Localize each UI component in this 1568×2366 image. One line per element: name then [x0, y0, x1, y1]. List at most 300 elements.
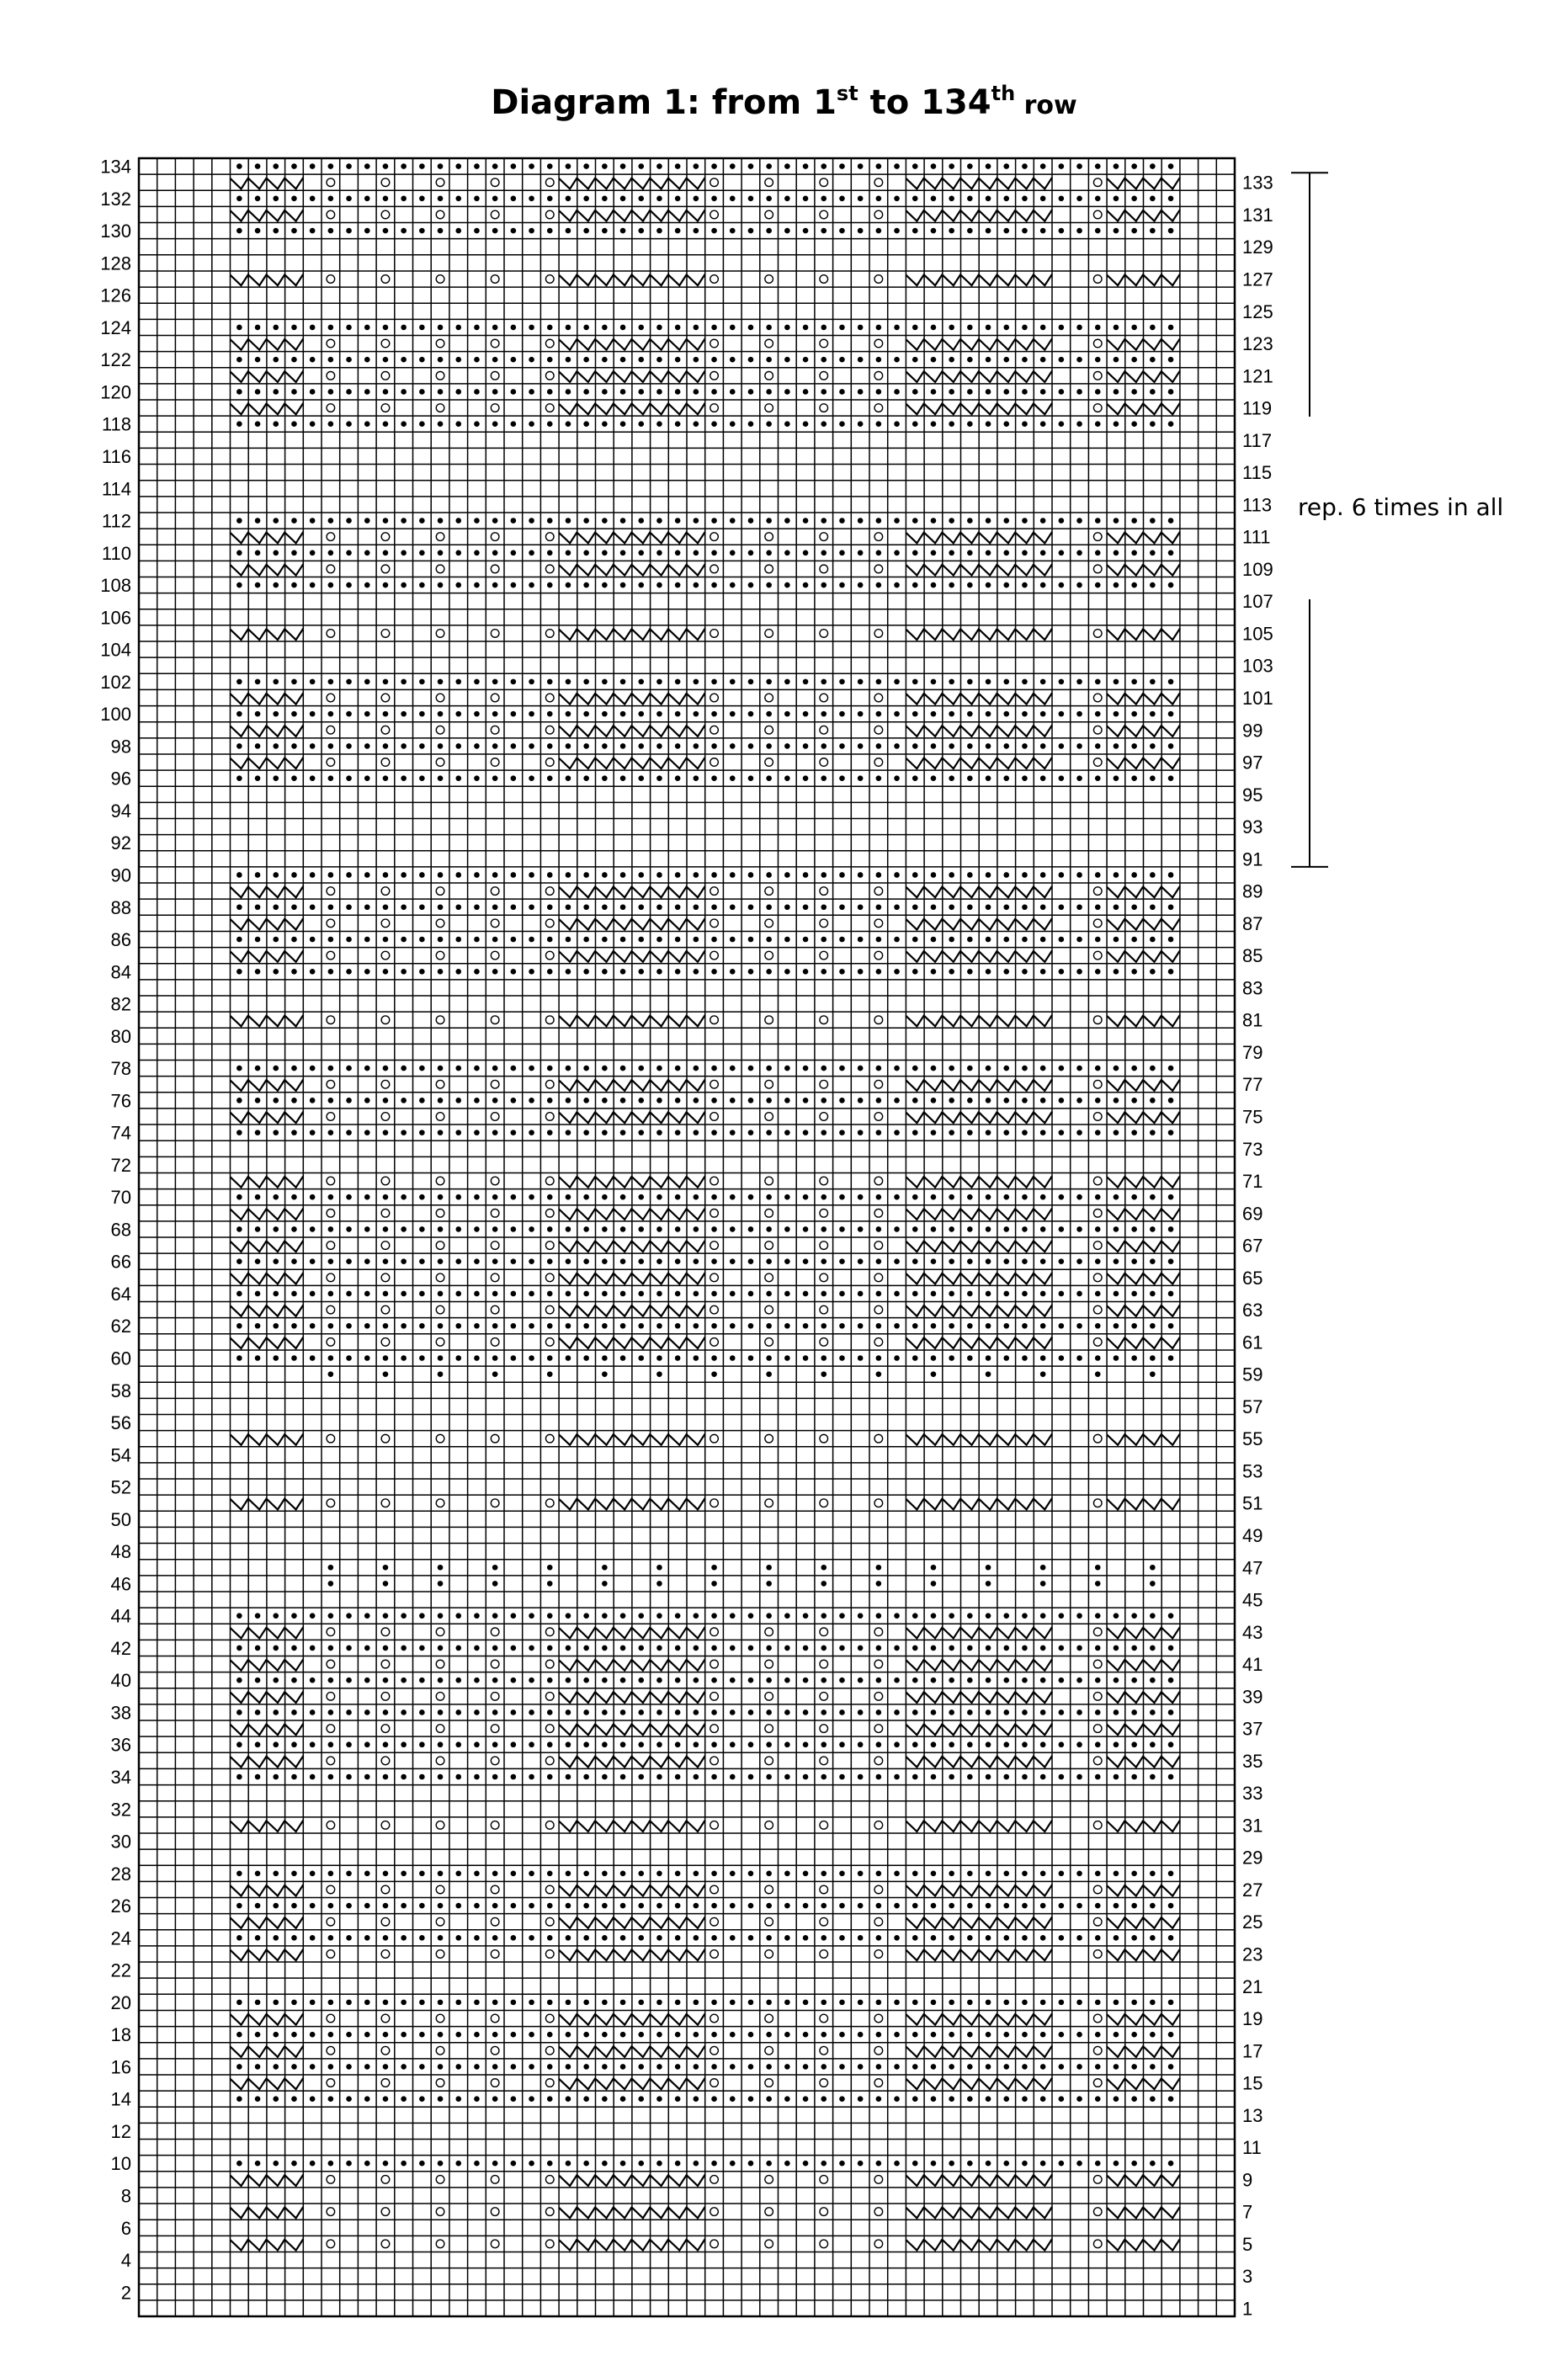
knit-dot-icon	[1114, 325, 1119, 331]
knit-dot-icon	[1040, 1130, 1046, 1135]
knit-dot-icon	[255, 1935, 261, 1941]
knit-dot-icon	[566, 228, 571, 234]
knit-dot-icon	[839, 1935, 845, 1941]
knit-dot-icon	[675, 582, 681, 588]
knit-dot-icon	[967, 937, 973, 943]
knit-dot-icon	[986, 2000, 991, 2006]
knit-dot-icon	[401, 679, 407, 685]
knit-dot-icon	[328, 1130, 334, 1135]
knit-dot-icon	[675, 550, 681, 556]
knit-dot-icon	[419, 743, 425, 749]
knit-dot-icon	[748, 1646, 754, 1651]
knit-dot-icon	[346, 550, 352, 556]
knit-dot-icon	[547, 937, 553, 943]
knit-dot-icon	[1076, 904, 1082, 910]
knit-dot-icon	[255, 1677, 261, 1683]
knit-dot-icon	[383, 743, 389, 749]
knit-dot-icon	[1168, 357, 1174, 363]
knit-dot-icon	[474, 1226, 480, 1232]
knit-dot-icon	[1168, 1066, 1174, 1071]
knit-dot-icon	[1114, 421, 1119, 427]
knit-dot-icon	[986, 1098, 991, 1103]
knit-dot-icon	[273, 743, 279, 749]
knit-dot-icon	[821, 1226, 827, 1232]
knit-dot-icon	[255, 550, 261, 556]
knit-dot-icon	[401, 1130, 407, 1135]
row-number-left: 10	[110, 2153, 131, 2175]
knit-dot-icon	[638, 389, 644, 395]
knit-dot-icon	[967, 1774, 973, 1780]
knit-dot-icon	[1059, 2064, 1065, 2070]
knit-dot-icon	[1114, 775, 1119, 781]
knit-dot-icon	[237, 1613, 242, 1619]
knit-dot-icon	[1022, 679, 1028, 685]
knit-dot-icon	[931, 1741, 937, 1747]
knit-dot-icon	[1059, 1741, 1065, 1747]
knit-dot-icon	[1131, 357, 1137, 363]
knit-dot-icon	[291, 357, 297, 363]
knit-dot-icon	[383, 1066, 389, 1071]
knit-dot-icon	[656, 1646, 662, 1651]
knit-dot-icon	[711, 1774, 717, 1780]
knit-dot-icon	[383, 1677, 389, 1683]
knit-dot-icon	[492, 1741, 498, 1747]
knit-dot-icon	[438, 1581, 444, 1587]
knit-dot-icon	[547, 1355, 553, 1361]
knit-dot-icon	[492, 1066, 498, 1071]
knit-dot-icon	[912, 196, 918, 202]
knit-dot-icon	[876, 1291, 882, 1297]
knit-dot-icon	[949, 357, 954, 363]
knit-dot-icon	[784, 1871, 790, 1877]
knit-dot-icon	[711, 389, 717, 395]
knit-dot-icon	[529, 196, 534, 202]
knit-dot-icon	[492, 937, 498, 943]
knit-dot-icon	[383, 1646, 389, 1651]
knit-dot-icon	[876, 2064, 882, 2070]
knit-dot-icon	[273, 2000, 279, 2006]
knit-dot-icon	[566, 1066, 571, 1071]
knit-dot-icon	[1131, 1194, 1137, 1200]
knit-dot-icon	[310, 518, 316, 524]
knit-dot-icon	[438, 1935, 444, 1941]
knit-dot-icon	[529, 711, 534, 717]
knit-dot-icon	[967, 163, 973, 169]
knit-dot-icon	[1003, 1130, 1009, 1135]
knit-dot-icon	[638, 1741, 644, 1747]
knit-dot-icon	[967, 1098, 973, 1103]
knit-dot-icon	[602, 1741, 608, 1747]
knit-dot-icon	[310, 775, 316, 781]
knit-dot-icon	[876, 1355, 882, 1361]
knit-dot-icon	[255, 2096, 261, 2102]
row-number-left: 22	[110, 1959, 131, 1981]
knit-dot-icon	[364, 1226, 370, 1232]
knit-dot-icon	[1040, 872, 1046, 878]
knit-dot-icon	[529, 1258, 534, 1264]
knit-dot-icon	[912, 2064, 918, 2070]
row-number-right: 127	[1242, 269, 1273, 290]
knit-dot-icon	[328, 163, 334, 169]
knit-dot-icon	[1131, 969, 1137, 975]
knit-dot-icon	[784, 969, 790, 975]
knit-dot-icon	[547, 1291, 553, 1297]
knit-dot-icon	[1076, 2161, 1082, 2167]
knit-dot-icon	[273, 1646, 279, 1651]
knit-dot-icon	[583, 2064, 589, 2070]
knit-dot-icon	[931, 679, 937, 685]
knit-dot-icon	[803, 389, 809, 395]
knit-dot-icon	[1022, 1677, 1028, 1683]
knit-dot-icon	[967, 228, 973, 234]
knit-dot-icon	[967, 1226, 973, 1232]
knit-dot-icon	[1131, 711, 1137, 717]
knit-dot-icon	[455, 1677, 461, 1683]
knit-dot-icon	[1003, 1871, 1009, 1877]
knit-dot-icon	[419, 550, 425, 556]
knit-dot-icon	[986, 389, 991, 395]
knit-dot-icon	[1003, 1935, 1009, 1941]
knit-dot-icon	[1150, 937, 1156, 943]
row-number-left: 70	[110, 1187, 131, 1209]
knit-dot-icon	[346, 389, 352, 395]
knit-dot-icon	[1040, 389, 1046, 395]
row-number-right: 107	[1242, 591, 1273, 613]
knit-dot-icon	[455, 196, 461, 202]
knit-dot-icon	[858, 1098, 864, 1103]
knit-dot-icon	[438, 2000, 444, 2006]
knit-dot-icon	[803, 421, 809, 427]
knit-dot-icon	[529, 550, 534, 556]
knit-dot-icon	[912, 937, 918, 943]
knit-dot-icon	[821, 1355, 827, 1361]
knit-dot-icon	[912, 1741, 918, 1747]
knit-dot-icon	[364, 1646, 370, 1651]
knit-dot-icon	[912, 2032, 918, 2038]
knit-dot-icon	[1131, 325, 1137, 331]
knit-dot-icon	[1003, 937, 1009, 943]
knit-dot-icon	[986, 228, 991, 234]
knit-dot-icon	[821, 1098, 827, 1103]
knit-dot-icon	[602, 2161, 608, 2167]
knit-dot-icon	[401, 421, 407, 427]
knit-dot-icon	[1131, 937, 1137, 943]
knit-dot-icon	[986, 1935, 991, 1941]
knit-dot-icon	[455, 1709, 461, 1715]
knit-dot-icon	[656, 711, 662, 717]
knit-dot-icon	[1059, 1613, 1065, 1619]
row-number-right: 55	[1242, 1428, 1263, 1450]
row-number-right: 133	[1242, 172, 1273, 194]
knit-dot-icon	[748, 1226, 754, 1232]
knit-dot-icon	[894, 1871, 900, 1877]
knit-dot-icon	[511, 1323, 517, 1329]
row-number-left: 62	[110, 1316, 131, 1337]
knit-dot-icon	[876, 743, 882, 749]
knit-dot-icon	[383, 711, 389, 717]
knit-dot-icon	[1022, 196, 1028, 202]
knit-dot-icon	[1003, 775, 1009, 781]
knit-dot-icon	[328, 1581, 334, 1587]
knit-dot-icon	[364, 389, 370, 395]
knit-dot-icon	[547, 1709, 553, 1715]
row-number-left: 134	[100, 156, 131, 178]
knit-dot-icon	[931, 1903, 937, 1909]
knit-dot-icon	[748, 2161, 754, 2167]
knit-dot-icon	[1003, 1741, 1009, 1747]
knit-dot-icon	[694, 518, 699, 524]
knit-dot-icon	[383, 1371, 389, 1377]
row-number-right: 47	[1242, 1557, 1263, 1579]
knit-dot-icon	[748, 1098, 754, 1103]
knit-dot-icon	[583, 1613, 589, 1619]
knit-dot-icon	[602, 357, 608, 363]
knit-dot-icon	[438, 2161, 444, 2167]
knit-dot-icon	[492, 1581, 498, 1587]
knit-dot-icon	[566, 2032, 571, 2038]
knit-dot-icon	[894, 2000, 900, 2006]
knit-dot-icon	[803, 1355, 809, 1361]
knit-dot-icon	[821, 2161, 827, 2167]
knit-dot-icon	[1022, 1613, 1028, 1619]
knit-dot-icon	[986, 2032, 991, 2038]
knit-dot-icon	[511, 1613, 517, 1619]
knit-dot-icon	[419, 1323, 425, 1329]
knit-dot-icon	[766, 1194, 772, 1200]
knit-dot-icon	[547, 518, 553, 524]
knit-dot-icon	[291, 1194, 297, 1200]
knit-dot-icon	[876, 550, 882, 556]
knit-dot-icon	[821, 969, 827, 975]
knit-dot-icon	[383, 1130, 389, 1135]
knit-dot-icon	[711, 679, 717, 685]
knit-dot-icon	[711, 1741, 717, 1747]
knit-dot-icon	[1168, 2064, 1174, 2070]
knit-dot-icon	[638, 1646, 644, 1651]
knit-dot-icon	[694, 904, 699, 910]
knit-dot-icon	[1168, 1613, 1174, 1619]
knit-dot-icon	[364, 196, 370, 202]
knit-dot-icon	[876, 1098, 882, 1103]
knit-dot-icon	[1168, 969, 1174, 975]
knit-dot-icon	[419, 1646, 425, 1651]
knit-dot-icon	[766, 389, 772, 395]
knit-dot-icon	[931, 1646, 937, 1651]
knit-dot-icon	[858, 969, 864, 975]
knit-dot-icon	[1076, 1098, 1082, 1103]
knit-dot-icon	[237, 389, 242, 395]
knit-dot-icon	[858, 1741, 864, 1747]
knit-dot-icon	[328, 711, 334, 717]
knit-dot-icon	[1059, 711, 1065, 717]
knit-dot-icon	[894, 1741, 900, 1747]
knit-dot-icon	[1040, 196, 1046, 202]
knit-dot-icon	[474, 228, 480, 234]
knit-dot-icon	[346, 743, 352, 749]
knit-dot-icon	[858, 904, 864, 910]
knit-dot-icon	[237, 1194, 242, 1200]
title-sup-start: st	[836, 81, 858, 105]
knit-dot-icon	[894, 325, 900, 331]
knit-dot-icon	[876, 163, 882, 169]
knit-dot-icon	[1022, 1741, 1028, 1747]
knit-dot-icon	[711, 969, 717, 975]
knit-dot-icon	[1095, 1581, 1101, 1587]
knit-dot-icon	[675, 357, 681, 363]
knit-dot-icon	[328, 518, 334, 524]
knit-dot-icon	[1076, 1741, 1082, 1747]
knit-dot-icon	[529, 1709, 534, 1715]
knit-dot-icon	[821, 679, 827, 685]
knit-dot-icon	[1059, 969, 1065, 975]
knit-dot-icon	[821, 2096, 827, 2102]
knit-dot-icon	[383, 2032, 389, 2038]
knit-dot-icon	[1022, 1291, 1028, 1297]
knit-dot-icon	[675, 679, 681, 685]
knit-dot-icon	[383, 2000, 389, 2006]
knit-dot-icon	[1150, 1646, 1156, 1651]
knit-dot-icon	[1059, 679, 1065, 685]
knit-dot-icon	[1095, 1613, 1101, 1619]
knit-dot-icon	[1040, 550, 1046, 556]
knit-dot-icon	[346, 582, 352, 588]
knit-dot-icon	[364, 1258, 370, 1264]
knit-dot-icon	[566, 1646, 571, 1651]
knit-dot-icon	[894, 1066, 900, 1071]
knit-dot-icon	[474, 2096, 480, 2102]
knit-dot-icon	[931, 1871, 937, 1877]
knit-dot-icon	[730, 2064, 736, 2070]
knit-dot-icon	[1114, 904, 1119, 910]
knit-dot-icon	[748, 1323, 754, 1329]
knit-dot-icon	[237, 2096, 242, 2102]
knit-dot-icon	[894, 1291, 900, 1297]
knit-dot-icon	[694, 937, 699, 943]
knit-dot-icon	[876, 196, 882, 202]
row-number-right: 53	[1242, 1460, 1263, 1482]
knit-dot-icon	[310, 711, 316, 717]
knit-dot-icon	[656, 2064, 662, 2070]
knit-dot-icon	[1022, 1130, 1028, 1135]
knit-dot-icon	[364, 872, 370, 878]
knit-dot-icon	[1095, 325, 1101, 331]
knit-dot-icon	[967, 1677, 973, 1683]
knit-dot-icon	[1114, 743, 1119, 749]
knit-dot-icon	[949, 1355, 954, 1361]
knit-dot-icon	[638, 1226, 644, 1232]
knit-dot-icon	[711, 421, 717, 427]
knit-dot-icon	[638, 2096, 644, 2102]
knit-dot-icon	[748, 550, 754, 556]
knit-dot-icon	[566, 1130, 571, 1135]
knit-dot-icon	[511, 2000, 517, 2006]
knit-dot-icon	[1168, 1741, 1174, 1747]
knit-dot-icon	[492, 1130, 498, 1135]
knit-dot-icon	[583, 937, 589, 943]
knit-dot-icon	[566, 969, 571, 975]
knit-dot-icon	[638, 582, 644, 588]
knit-dot-icon	[273, 1194, 279, 1200]
knit-dot-icon	[711, 1098, 717, 1103]
knit-dot-icon	[602, 196, 608, 202]
knit-dot-icon	[364, 937, 370, 943]
knit-dot-icon	[583, 1903, 589, 1909]
knit-dot-icon	[291, 196, 297, 202]
knit-dot-icon	[310, 1613, 316, 1619]
knit-dot-icon	[364, 679, 370, 685]
row-number-left: 114	[101, 478, 131, 500]
knit-dot-icon	[291, 743, 297, 749]
knit-dot-icon	[1040, 1291, 1046, 1297]
knit-dot-icon	[383, 1565, 389, 1571]
knit-dot-icon	[858, 1646, 864, 1651]
knit-dot-icon	[438, 228, 444, 234]
knit-dot-icon	[675, 389, 681, 395]
knit-dot-icon	[383, 1871, 389, 1877]
row-number-right: 125	[1242, 300, 1273, 322]
knit-dot-icon	[656, 1709, 662, 1715]
knit-dot-icon	[602, 163, 608, 169]
knit-dot-icon	[474, 421, 480, 427]
knit-dot-icon	[529, 1613, 534, 1619]
knit-dot-icon	[730, 196, 736, 202]
knit-dot-icon	[383, 2064, 389, 2070]
knit-dot-icon	[364, 1935, 370, 1941]
knit-dot-icon	[474, 1646, 480, 1651]
knit-dot-icon	[1022, 1871, 1028, 1877]
knit-dot-icon	[675, 325, 681, 331]
knit-dot-icon	[1131, 1613, 1137, 1619]
knit-dot-icon	[858, 2000, 864, 2006]
knit-dot-icon	[291, 775, 297, 781]
knit-dot-icon	[986, 1355, 991, 1361]
knit-dot-icon	[566, 518, 571, 524]
knit-dot-icon	[419, 1935, 425, 1941]
knit-dot-icon	[310, 1677, 316, 1683]
knit-dot-icon	[255, 1355, 261, 1361]
knit-dot-icon	[328, 904, 334, 910]
knit-dot-icon	[694, 1903, 699, 1909]
knit-dot-icon	[1003, 228, 1009, 234]
knit-dot-icon	[583, 1066, 589, 1071]
knit-dot-icon	[1114, 1709, 1119, 1715]
knit-dot-icon	[401, 2064, 407, 2070]
knit-dot-icon	[438, 904, 444, 910]
knit-dot-icon	[455, 1226, 461, 1232]
knit-dot-icon	[694, 1741, 699, 1747]
knit-dot-icon	[328, 1709, 334, 1715]
knit-dot-icon	[894, 969, 900, 975]
knit-dot-icon	[967, 743, 973, 749]
knit-dot-icon	[492, 1903, 498, 1909]
row-number-left: 28	[110, 1863, 131, 1885]
knit-dot-icon	[328, 2064, 334, 2070]
knit-dot-icon	[748, 163, 754, 169]
knit-dot-icon	[803, 2000, 809, 2006]
knit-dot-icon	[255, 582, 261, 588]
knit-dot-icon	[821, 2000, 827, 2006]
row-number-left: 132	[100, 188, 131, 210]
knit-dot-icon	[1076, 196, 1082, 202]
knit-dot-icon	[529, 582, 534, 588]
knit-dot-icon	[1059, 1258, 1065, 1264]
knit-dot-icon	[383, 679, 389, 685]
knit-dot-icon	[730, 357, 736, 363]
knit-dot-icon	[711, 1066, 717, 1071]
knit-dot-icon	[383, 1194, 389, 1200]
knit-dot-icon	[401, 1677, 407, 1683]
knit-dot-icon	[455, 711, 461, 717]
